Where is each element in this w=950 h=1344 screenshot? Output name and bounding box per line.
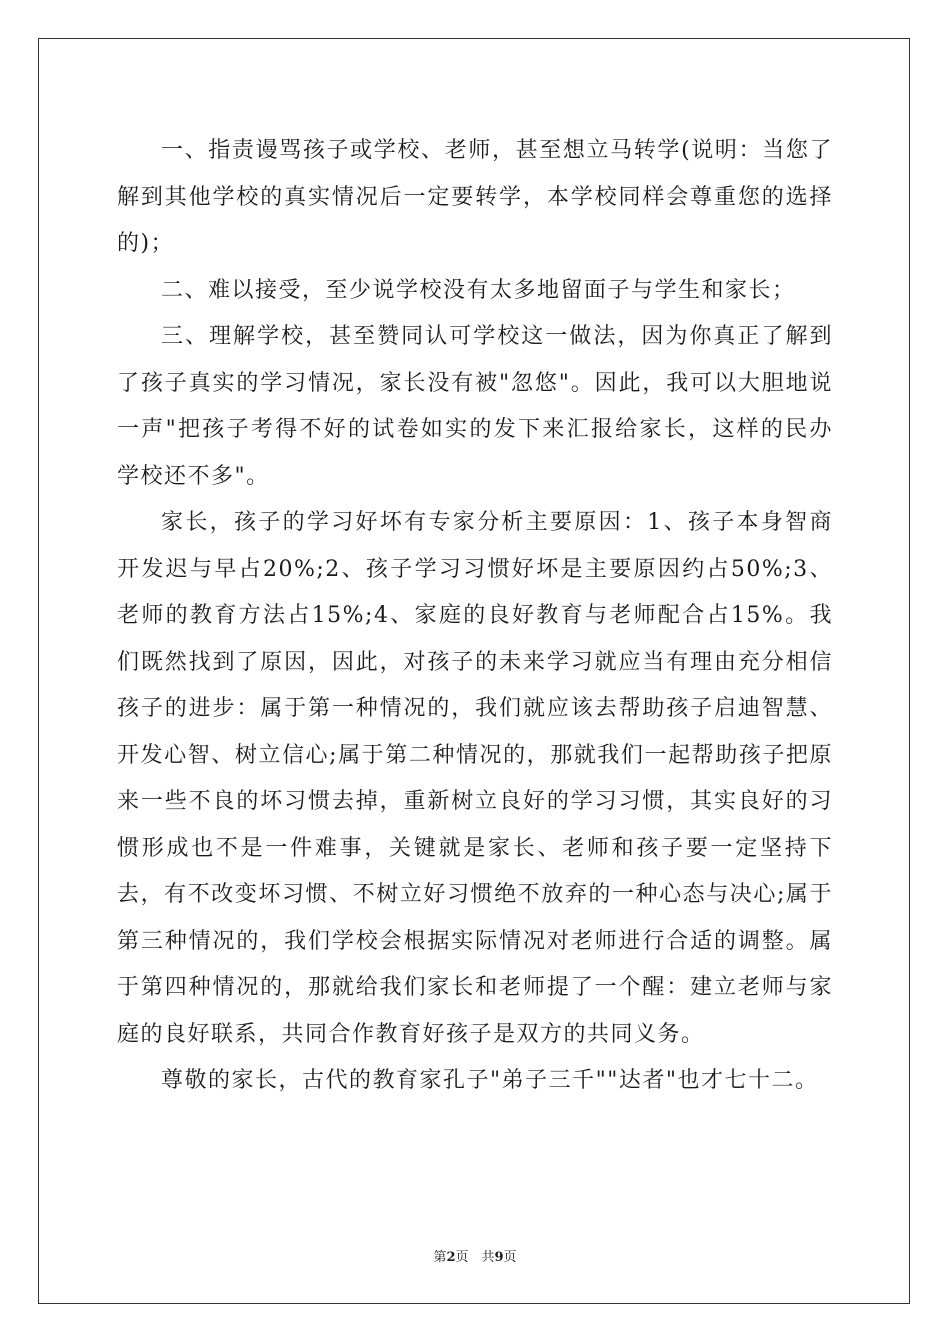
total-page-number: 9	[494, 1250, 504, 1265]
document-body	[117, 128, 833, 1105]
paragraph-2: 二、难以接受，至少说学校没有太多地留面子与学生和家长；	[161, 277, 796, 303]
paragraph-3: 三、理解学校，甚至赞同认可学校这一做法，因为你真正了解到了孩子真实的学习情况，家长没有被"忽悠"。因此，我可以大胆地说一声"把孩子考得不好的试卷如实的发下来汇报给家长，这样的民办学校还不多"。	[117, 324, 833, 489]
page-label-suffix: 页	[503, 1250, 517, 1265]
current-page-number: 2	[446, 1250, 456, 1265]
paragraph-5: 尊敬的家长，古代的教育家孔子"弟子三千""达者"也才七十二。	[161, 1068, 819, 1093]
page-label-prefix: 第	[433, 1250, 447, 1265]
paragraph-4: 家长，孩子的学习好坏有专家分析主要原因：1、孩子本身智商开发迟与早占20%;2、孩子学习习惯好坏是主要原因约占50%;3、老师的教育方法占15%;4、家庭的良好教育与老师配合占15%。我们既然找到了原因，因此，对孩子的未来学习就应当有理由充分相信孩子的进步：属于第一种情况的，我们就应该去帮助孩子启迪智慧、开发心智、树立信心;属于第二种情况的，那就我们一起帮助孩子把原来一些不良的坏习惯去掉，重新树立良好的学习习惯，其实良好的习惯形成也不是一件难事，关键就是家长、老师和孩子要一定坚持下去，有不改变坏习惯、不树立好习惯绝不放弃的一种心态与决心;属于第三种情况的，我们学校会根据实际情况对老师进行合适的调整。属于第四种情况的，那就给我们家长和老师提了一个醒：建立老师与家庭的良好联系，共同合作教育好孩子是双方的共同义务。	[117, 510, 833, 1047]
paragraph-1: 一、指责谩骂孩子或学校、老师，甚至想立马转学(说明：当您了解到其他学校的真实情况后一定要转学，本学校同样会尊重您的选择的)；	[117, 138, 833, 256]
page-label-mid: 页 共	[455, 1250, 495, 1265]
page-footer	[0, 1246, 950, 1265]
